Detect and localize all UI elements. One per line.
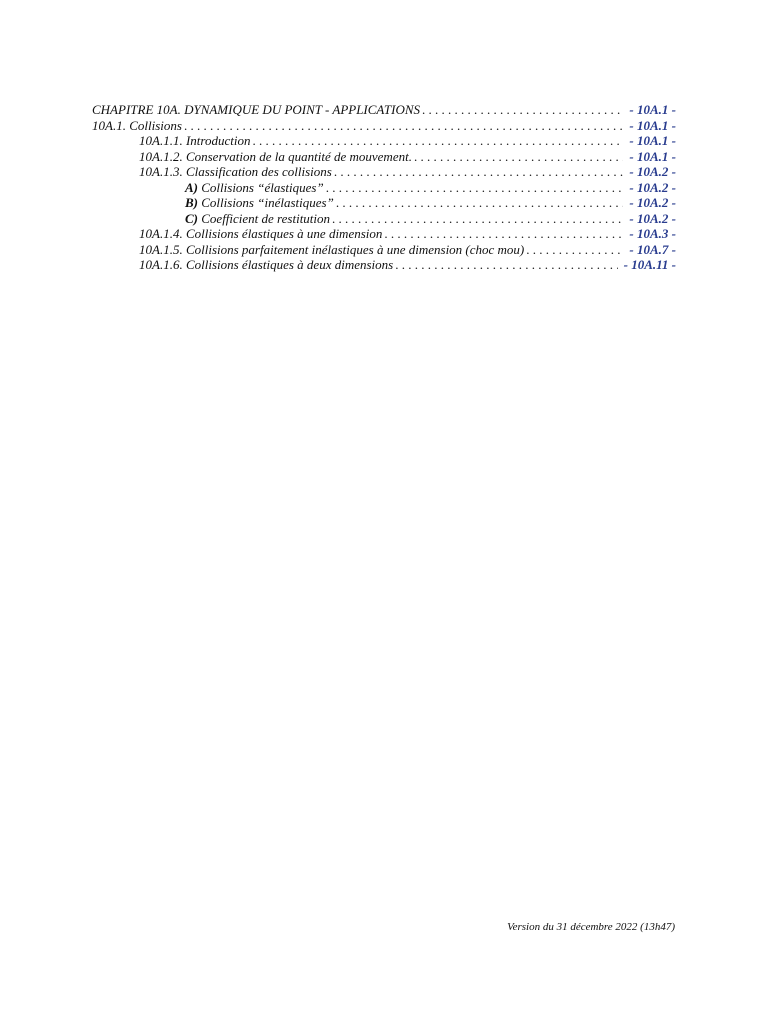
toc-entry-text: 10A.1.4. Collisions élastiques à une dimension [139,226,383,241]
toc-page-link[interactable]: - 10A.3 - [629,226,676,241]
toc-dot-leader [326,180,624,196]
toc-entry-text: 10A.1. Collisions [92,117,182,133]
toc-dot-leader [332,211,623,227]
toc-entry[interactable] [92,195,676,211]
toc-entry-title [185,211,330,227]
toc-entry[interactable] [92,102,676,118]
toc-entry[interactable] [92,149,676,165]
toc-entry-text: 10A.1.2. Conservation de la quantité de mouvement. [139,148,412,164]
toc-entry[interactable] [92,257,676,273]
toc-dot-leader [395,257,617,273]
toc-entry-text: 10A.1.6. Collisions élastiques à deux dimensions [139,257,394,272]
toc-entry-title [139,226,382,242]
toc-dot-leader [336,195,624,211]
toc-entry[interactable] [92,118,676,134]
toc-entry-title [185,180,324,196]
toc-entry[interactable] [92,226,676,242]
toc-entry[interactable] [92,133,676,149]
toc-entry-title [139,149,412,165]
toc-entry-title [139,133,250,149]
toc-page-link[interactable]: - 10A.7 - [629,241,676,257]
toc-page-link[interactable]: - 10A.1 - [629,117,676,133]
toc-page-link[interactable]: - 10A.1 - [629,148,676,164]
toc-dot-leader [252,133,623,149]
toc-entry-text: CHAPITRE 10A. DYNAMIQUE DU POINT - APPLICATIONS [92,102,421,117]
toc-dot-leader [414,149,623,165]
toc-entry[interactable] [92,164,676,180]
toc-entry-title [139,257,393,273]
toc-entry-title [185,195,334,211]
table-of-contents [92,102,676,273]
toc-dot-leader [526,242,623,258]
version-footer: Version du 31 décembre 2022 (13h47) [507,921,675,933]
toc-entry-title [92,118,182,134]
toc-page-link[interactable]: - 10A.1 - [629,102,676,117]
toc-entry[interactable] [92,211,676,227]
toc-entry-marker: A) [185,179,198,195]
toc-entry-text: Collisions “élastiques” [201,179,324,195]
toc-entry-marker: C) [185,210,198,226]
toc-page-link[interactable]: - 10A.2 - [629,195,676,210]
toc-page-link[interactable]: - 10A.11 - [623,257,676,272]
toc-dot-leader [384,226,623,242]
toc-page-link[interactable]: - 10A.2 - [629,179,676,195]
toc-dot-leader [334,164,624,180]
toc-page-link[interactable]: - 10A.2 - [629,210,676,226]
toc-dot-leader [184,118,623,134]
toc-entry-title [92,102,420,118]
toc-entry-title [139,164,332,180]
toc-entry-marker: B) [185,195,198,210]
toc-entry-text: 10A.1.3. Classification des collisions [139,164,332,179]
toc-entry-text: Collisions “inélastiques” [201,195,334,210]
toc-page-link[interactable]: - 10A.1 - [629,133,676,148]
toc-entry-title [139,242,524,258]
toc-dot-leader [422,102,623,118]
toc-entry[interactable] [92,180,676,196]
toc-entry[interactable] [92,242,676,258]
toc-entry-text: 10A.1.5. Collisions parfaitement inélastiques à une dimension (choc mou) [139,241,525,257]
toc-entry-text: 10A.1.1. Introduction [139,133,251,148]
toc-entry-text: Coefficient de restitution [201,210,331,226]
toc-page-link[interactable]: - 10A.2 - [629,164,676,179]
